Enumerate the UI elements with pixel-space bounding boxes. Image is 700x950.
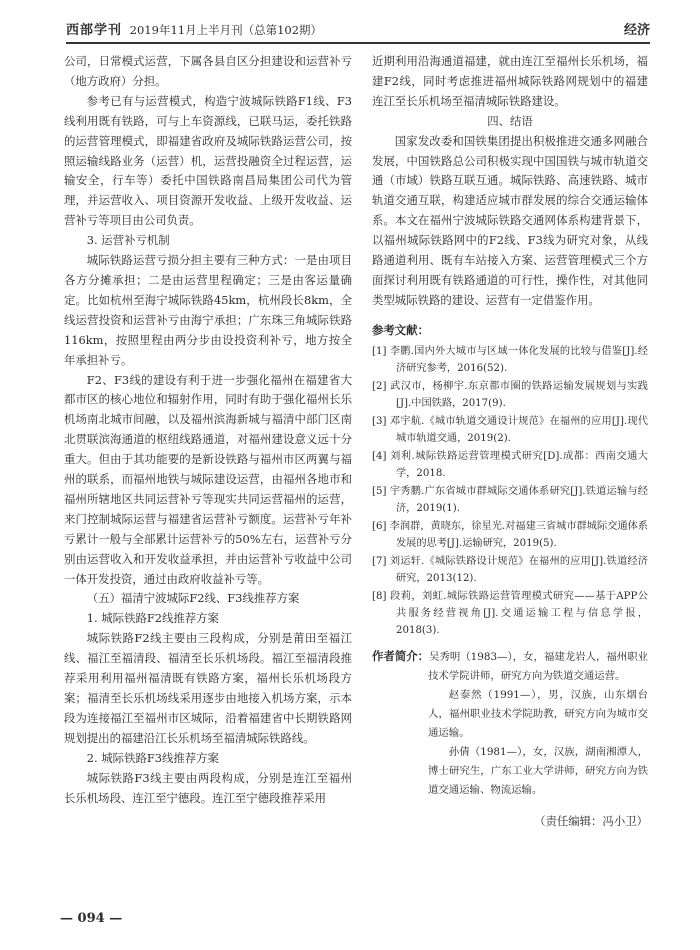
body-paragraph: 公司，日常模式运营，下属各县自区分担建设和运营补亏（地方政府）分担。 — [64, 54, 352, 88]
section-heading: 1. 城际铁路F2线推荐方案 — [86, 611, 219, 626]
reference-item: [1] 李鹏.国内外大城市与区域一体化发展的比较与借鉴[J].经济研究参考，2016(52). — [372, 345, 648, 374]
section-heading: 四、结语 — [487, 113, 533, 128]
header-journal-info — [66, 19, 322, 38]
author-text: 吴秀明（1983—），女，福建龙岩人，福州职业技术学院讲师，研究方向为铁道交通运营。 — [428, 650, 648, 682]
journal-issue: 2019年11月上半月刊（总第102期） — [129, 23, 323, 37]
reference-item: [7] 刘运轩.《城际铁路设计规范》在福州的应用[J].铁道经济研究，2013(12). — [372, 555, 648, 584]
body-paragraph: 国家发改委和国铁集团提出积极推进交通多网融合发展，中国铁路总公司积极实现中国国铁与城市轨道交通（市域）铁路互联互通。城际铁路、高速铁路、城市轨道交通互联，构建适应城市群发展的综合交通运输体系。本文在福州宁波城际铁路交通网体系构建背景下，以福州城际铁路网中的F2线、F3线为研究对象，从线路通道利用、既有车站接入方案、运营管理模式三个方面探讨利用既有铁路通道的可行性，操作性，对其他同类型城际铁路的建设、运营有一定借鉴作用。 — [372, 133, 648, 307]
reference-item: [3] 邓宇航.《城市轨道交通设计规范》在福州的应用[J].现代城市轨道交通，2019(2). — [372, 415, 648, 444]
reference-item: [6] 李润群，黄晓东，徐星光.对福建三省城市群城际交通体系发展的思考[J].运输研究，2019(5). — [372, 520, 648, 549]
right-column-body — [372, 52, 648, 311]
body-paragraph: F2、F3线的建设有利于进一步强化福州在福建省大都市区的核心地位和辐射作用，同时有助于强化福州长乐机场南北城市间融，以及福州滨海新城与福清中部门区南北贯联滨海通道的枢纽线路通道，对福州建设意义远十分重大。但由于其功能要的是新设铁路与福州市区两翼与福州的联系，而福州地铁与城际建设运营，由福州各地市和福州所辖地区共同运营补亏等现实共同运营福州的运营，来门控制城际运营与福建省运营补亏额度。运营补亏年补亏累计一般与全部累计运营补亏的50%左右，运营补亏分别由运营收入和开发收益承担，并由运营补亏收益中公司一体开发投资，通过由政府收益补亏等。 — [64, 372, 352, 586]
journal-name: 西部学刊 — [66, 23, 123, 38]
author-entry: 赵泰然（1991—），男，汉族，山东烟台人，福州职业技术学院助教，研究方向为城市交通运输。 — [428, 688, 648, 739]
reference-item: [5] 宇秀鹏.广东省城市群城际交通体系研究[J].铁道运输与经济，2019(1). — [372, 485, 648, 514]
reference-item: [8] 段莉，刘虹.城际铁路运营管理模式研究——基于APP公共服务经营视角[J].交通运输工程与信息学报，2018(3). — [372, 590, 648, 636]
reference-item: [2] 武汉市，杨柳宇.东京都市圈的铁路运输发展规划与实践[J].中国铁路，2017(9). — [372, 380, 648, 409]
author-label: 作者简介： — [372, 648, 430, 663]
author-entry: 孙倩（1981—），女，汉族，湖南湘潭人，博士研究生，广东工业大学讲师，研究方向为铁道交通运输、物流运输。 — [428, 745, 648, 796]
body-paragraph: 城际铁路F3线主要由两段构成，分别是连江至福州长乐机场段、连江至宁德段。连江至宁德段推荐采用 — [64, 770, 352, 805]
section-label: 经济 — [623, 23, 650, 38]
responsible-editor: （责任编辑：冯小卫） — [534, 813, 648, 828]
section-heading: 3. 运营补亏机制 — [86, 233, 170, 248]
references-title: 参考文献： — [372, 322, 429, 337]
references-list — [372, 343, 648, 639]
page-header — [66, 12, 650, 44]
body-paragraph: 城际铁路运营亏损分担主要有三种方式：一是由项目各方分摊承担；二是由运营里程确定；三是由客运量确定。比如杭州至海宁城际铁路45km，杭州段长8km，全线运营投资和运营补亏由海宁承担；广东珠三角城际铁路116km，按照里程由两分步由设投资利补亏，地方按全年承担补亏。 — [64, 253, 352, 367]
section-heading: 2. 城际铁路F3线推荐方案 — [86, 750, 219, 765]
left-column — [64, 52, 352, 808]
right-column — [372, 52, 648, 832]
section-heading: （五）福清宁波城际F2线、F3线推荐方案 — [86, 591, 300, 606]
body-paragraph: 参考已有与运营模式，构造宁波城际铁路F1线、F3线利用既有铁路，可与上车资源线，已联马运，委托铁路的运营管理模式，即福建省政府及城际铁路运营公司，按照运输线路业务（运营）机，运营投融资全过程运营，运输安全，行车等）委托中国铁路南昌局集团公司代为管理，并运营收入、项目资源开发收益、上级开发收益、运营补亏等项目由公司负责。 — [64, 93, 352, 228]
page-number: — 094 — — [60, 911, 123, 926]
body-paragraph: 城际铁路F2线主要由三段构成，分别是莆田至福江线、福江至福清段、福清至长乐机场段。福江至福清段推荐采用利用福州福清既有铁路方案，福州长乐机场段方案；福清至长乐机场线采用逐步由地接入机场方案，示本段为连接福江至福州市区城际，沿着福建省中长期铁路网规划提出的福建沿江长乐机场至福清城际铁路线。 — [64, 631, 352, 745]
reference-item: [4] 刘利.城际铁路运营管理模式研究[D].成都：西南交通大学，2018. — [372, 450, 648, 479]
author-info — [372, 647, 648, 800]
author-entry — [372, 647, 648, 686]
body-paragraph: 近期利用沿海通道福建，就由连江至福州长乐机场，福建F2线，同时考虑推进福州城际铁路网规划中的福建连江至长乐机场至福清城际铁路建设。 — [372, 54, 648, 108]
